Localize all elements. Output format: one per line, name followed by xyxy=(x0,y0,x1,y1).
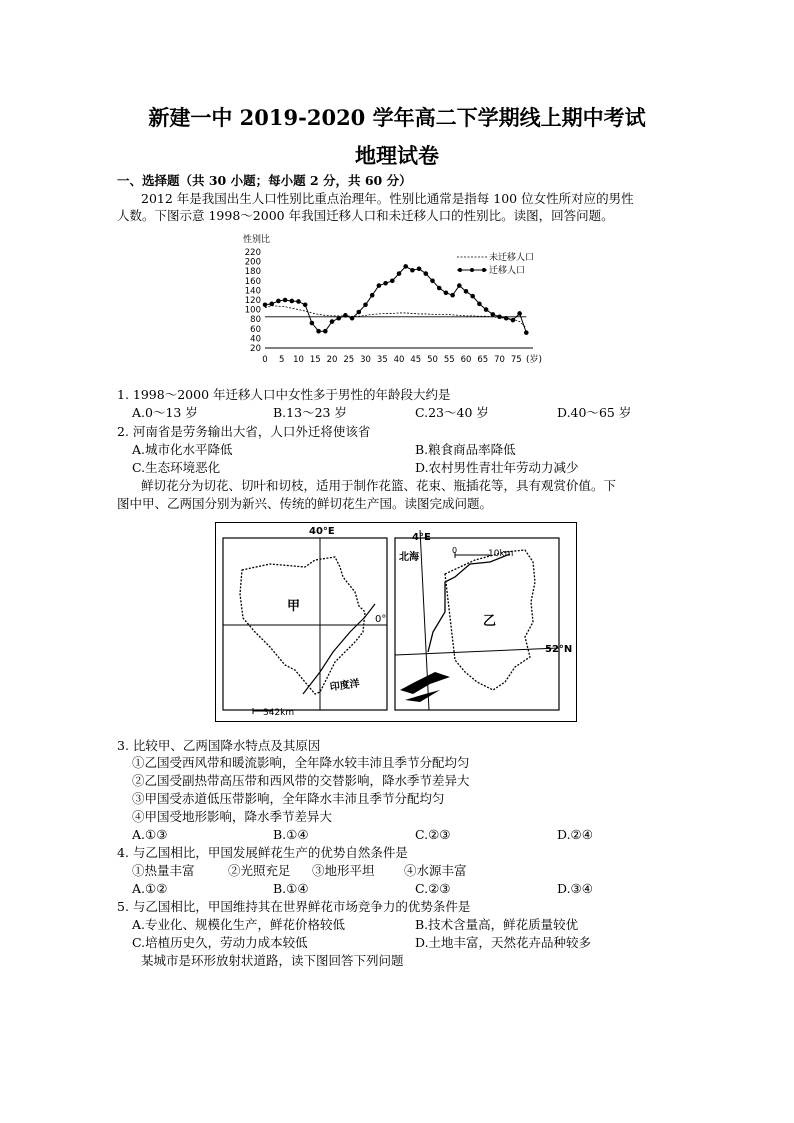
q1-stem: 1. 1998～2000 年迁移人口中女性多于男性的年龄段大约是 xyxy=(117,387,451,402)
q3-option-b: B.①④ xyxy=(273,827,309,842)
migrant-data-point xyxy=(464,289,469,294)
x-tick-label: 25 xyxy=(343,355,355,365)
y-axis-label: 性别比 xyxy=(243,235,271,245)
q2-option-a: A.城市化水平降低 xyxy=(132,442,233,457)
migrant-data-point xyxy=(484,307,489,312)
migrant-data-point xyxy=(437,286,442,291)
migrant-data-point xyxy=(497,315,502,320)
q4-option-c: C.②③ xyxy=(415,881,451,896)
legend-label-nonmigrant: 未迁移人口 xyxy=(489,253,535,263)
legend-label-migrant: 迁移人口 xyxy=(489,266,526,276)
x-tick-label: 55 xyxy=(443,355,455,365)
y-tick-label: 60 xyxy=(250,324,261,335)
y-tick-label: 100 xyxy=(244,305,261,316)
q3-stem: 3. 比较甲、乙两国降水特点及其原因 xyxy=(117,738,321,753)
q2-option-b: B.粮食商品率降低 xyxy=(415,442,516,457)
sea-label: 北海 xyxy=(399,552,419,563)
x-tick-label: 0 xyxy=(262,355,268,365)
q4-statement-1: ①热量丰富 xyxy=(132,863,195,878)
meridian-label-right: 4°E xyxy=(412,532,431,543)
intro2-line2: 图中甲、乙两国分别为新兴、传统的鲜切花生产国。读图完成问题。 xyxy=(117,496,493,511)
q4-option-d: D.③④ xyxy=(557,881,593,896)
y-tick-label: 180 xyxy=(244,267,261,278)
x-axis-unit: (岁) xyxy=(526,355,543,365)
intro1-line1: 2012 年是我国出生人口性别比重点治理年。性别比通常是指每 100 位女性所对应的男性 xyxy=(141,191,634,206)
migrant-data-point xyxy=(444,291,449,296)
series-line-migrant xyxy=(265,266,526,332)
migrant-data-point xyxy=(303,303,308,308)
x-tick-label: 60 xyxy=(460,355,472,365)
meridian-label: 40°E xyxy=(309,526,335,537)
y-tick-label: 220 xyxy=(244,248,261,258)
q1-option-b: B.13～23 岁 xyxy=(273,405,347,420)
intro1-line2: 人数。下图示意 1998～2000 年我国迁移人口和未迁移人口的性别比。读图，回答问题。 xyxy=(117,208,614,223)
intro3-text: 某城市是环形放射状道路，读下图回答下列问题 xyxy=(141,953,404,968)
q3-statement-2: ②乙国受副热带高压带和西风带的交替影响，降水季节差异大 xyxy=(132,773,470,788)
section-heading: 一、选择题（共 30 小题；每小题 2 分，共 60 分） xyxy=(117,173,412,188)
migrant-data-point xyxy=(323,329,328,334)
chart-legend xyxy=(457,251,534,276)
y-tick-label: 200 xyxy=(244,257,261,268)
migrant-data-point xyxy=(491,312,496,317)
migrant-data-point xyxy=(357,310,362,315)
migrant-data-point xyxy=(477,302,482,307)
page-title: 新建一中 2019-2020 学年高二下学期线上期中考试 xyxy=(148,105,646,130)
y-tick-label: 140 xyxy=(244,286,261,297)
q4-statement-2: ②光照充足 xyxy=(228,863,291,878)
migrant-data-point xyxy=(511,318,516,323)
migrant-data-point xyxy=(517,311,522,316)
x-tick-label: 15 xyxy=(309,355,321,365)
migrant-data-point xyxy=(430,279,435,284)
x-tick-label: 75 xyxy=(510,355,522,365)
migrant-data-point xyxy=(363,303,368,308)
migrant-data-point xyxy=(283,298,288,303)
scale-label-left: 342km xyxy=(263,708,295,718)
q2-stem: 2. 河南省是劳务输出大省，人口外迁将使该省 xyxy=(117,424,371,439)
q3-statement-3: ③甲国受赤道低压带影响，全年降水丰沛且季节分配均匀 xyxy=(132,791,445,806)
page-subtitle: 地理试卷 xyxy=(355,143,439,168)
q1-option-a: A.0～13 岁 xyxy=(132,405,198,420)
migrant-data-point xyxy=(316,329,321,334)
migrant-data-point xyxy=(470,294,475,299)
flower-country-maps xyxy=(215,522,577,722)
q4-option-b: B.①④ xyxy=(273,881,309,896)
q5-option-d: D.土地丰富，天然花卉品种较多 xyxy=(415,935,592,950)
migrant-data-point xyxy=(296,299,301,304)
sex-ratio-chart xyxy=(237,232,557,370)
x-tick-label: 5 xyxy=(279,355,285,365)
q3-statement-1: ①乙国受西风带和暖流影响，全年降水较丰沛且季节分配均匀 xyxy=(132,755,470,770)
migrant-data-point xyxy=(276,299,281,304)
x-tick-label: 20 xyxy=(326,355,338,365)
y-tick-label: 40 xyxy=(250,334,261,345)
migrant-data-point xyxy=(343,313,348,318)
migrant-data-point xyxy=(310,321,315,326)
migrant-data-point xyxy=(383,281,388,286)
migrant-data-point xyxy=(504,316,509,321)
migrant-data-point xyxy=(410,268,415,273)
migrant-data-point xyxy=(417,267,422,272)
q4-statement-4: ④水源丰富 xyxy=(404,863,467,878)
q3-option-d: D.②④ xyxy=(557,827,593,842)
q3-option-c: C.②③ xyxy=(415,827,451,842)
y-tick-label: 20 xyxy=(250,344,261,354)
q2-option-d: D.农村男性青壮年劳动力减少 xyxy=(415,460,579,475)
migrant-data-point xyxy=(290,299,295,304)
q5-option-a: A.专业化、规模化生产，鲜花价格较低 xyxy=(132,917,346,932)
q5-stem: 5. 与乙国相比，甲国维持其在世界鲜花市场竞争力的优势条件是 xyxy=(117,899,471,914)
migrant-data-point xyxy=(263,303,268,308)
x-tick-label: 40 xyxy=(393,355,405,365)
x-tick-label: 65 xyxy=(477,355,489,365)
migrant-data-point xyxy=(350,316,355,321)
x-tick-label: 50 xyxy=(427,355,438,365)
country-label-yi: 乙 xyxy=(483,614,497,629)
y-tick-label: 160 xyxy=(244,276,261,287)
scale-label-right: 10km xyxy=(488,549,514,559)
migrant-data-point xyxy=(269,302,274,307)
migrant-data-point xyxy=(403,264,408,269)
svg-text:0: 0 xyxy=(452,546,458,555)
migrant-data-point xyxy=(457,283,462,288)
y-tick-label: 80 xyxy=(250,315,261,326)
country-label-jia: 甲 xyxy=(287,599,301,614)
migrant-data-point xyxy=(397,271,402,276)
q4-stem: 4. 与乙国相比，甲国发展鲜花生产的优势自然条件是 xyxy=(117,845,408,860)
ocean-label: 印度洋 xyxy=(329,678,361,694)
q2-option-c: C.生态环境恶化 xyxy=(132,460,221,475)
migrant-data-point xyxy=(524,330,529,335)
q1-option-d: D.40～65 岁 xyxy=(557,405,632,420)
q4-option-a: A.①② xyxy=(132,881,168,896)
x-tick-label: 70 xyxy=(494,355,505,365)
q3-statement-4: ④甲国受地形影响，降水季节差异大 xyxy=(132,809,333,824)
x-tick-label: 35 xyxy=(376,355,388,365)
migrant-data-point xyxy=(330,319,335,324)
migrant-data-point xyxy=(390,279,395,284)
x-tick-label: 10 xyxy=(293,355,304,365)
migrant-data-point xyxy=(336,316,341,321)
migrant-data-point xyxy=(370,293,375,298)
q4-statement-3: ③地形平坦 xyxy=(312,863,375,878)
q5-option-c: C.培植历史久，劳动力成本较低 xyxy=(132,935,308,950)
x-tick-label: 45 xyxy=(410,355,422,365)
x-tick-label: 30 xyxy=(360,355,371,365)
parallel-label: 52°N xyxy=(545,644,573,655)
migrant-data-point xyxy=(450,293,455,298)
y-tick-label: 120 xyxy=(244,296,261,306)
intro2-line1: 鲜切花分为切花、切叶和切枝，适用于制作花篮、花束、瓶插花等，具有观赏价值。下 xyxy=(141,478,617,493)
migrant-data-point xyxy=(424,271,429,276)
q1-option-c: C.23～40 岁 xyxy=(415,405,489,420)
migrant-data-point xyxy=(377,283,382,288)
q5-option-b: B.技术含量高，鲜花质量较优 xyxy=(415,917,579,932)
equator-label: 0° xyxy=(375,614,387,625)
q3-option-a: A.①③ xyxy=(132,827,168,842)
